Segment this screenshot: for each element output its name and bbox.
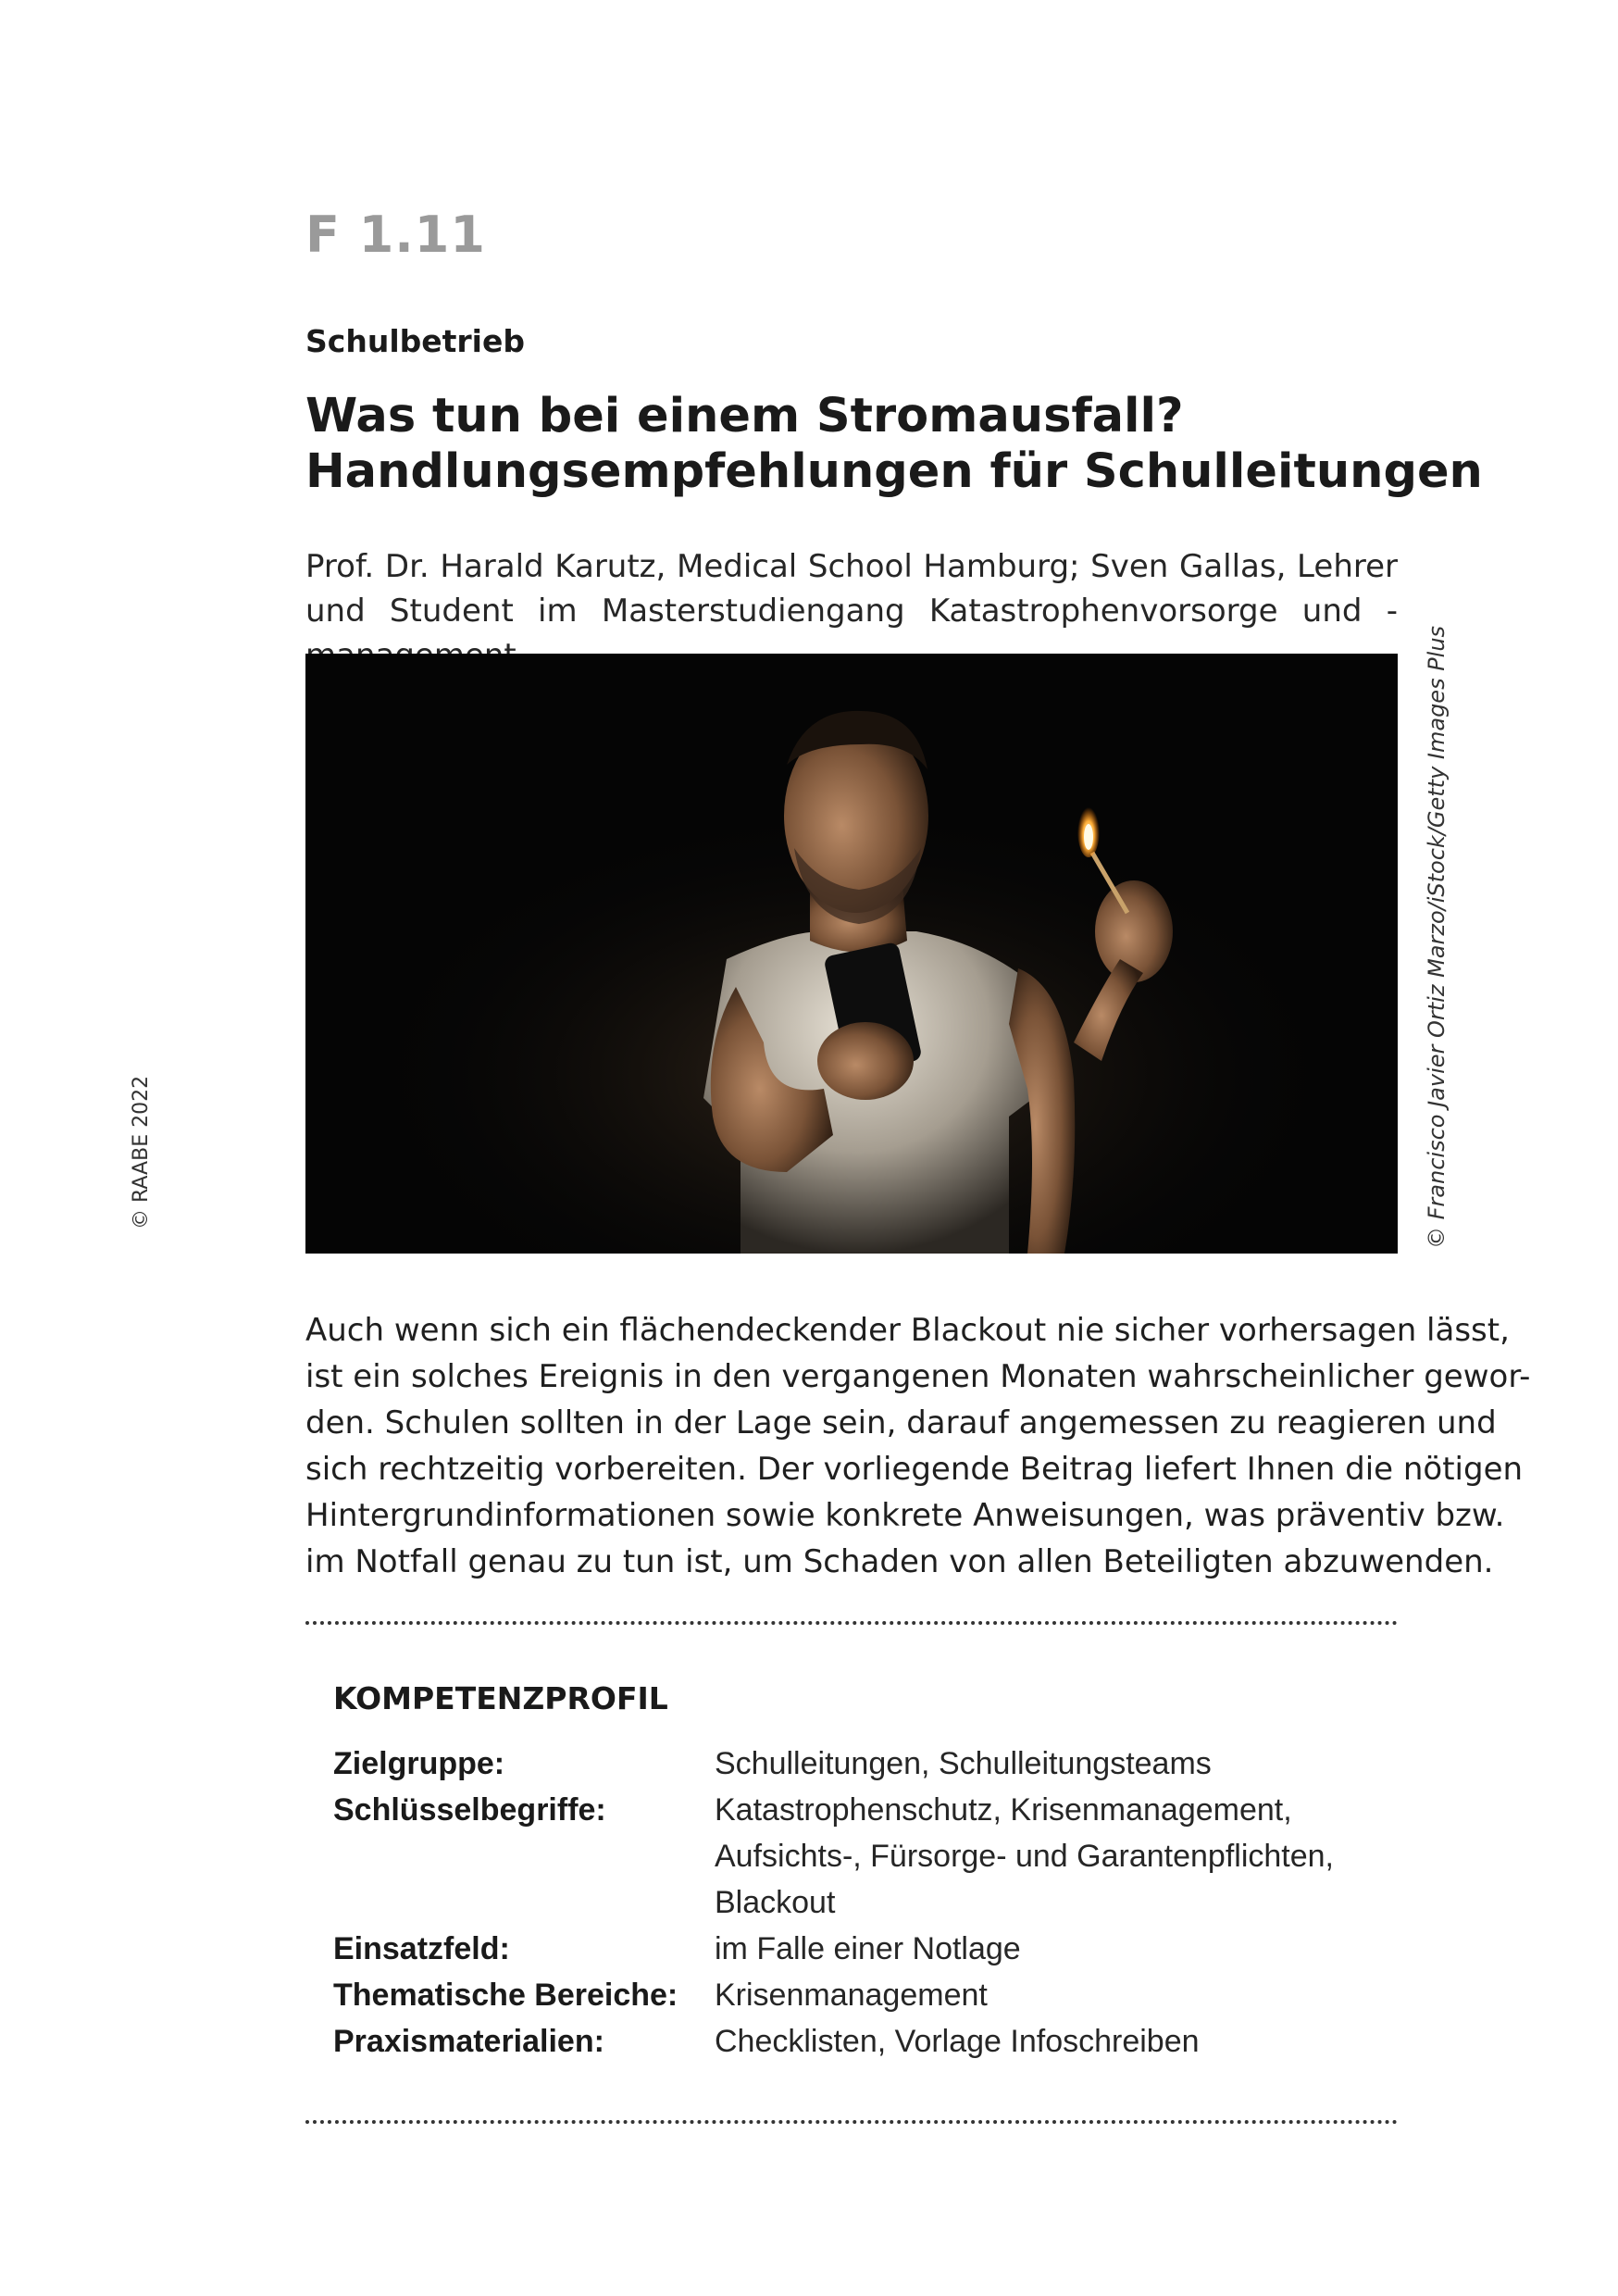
profile-value-line: im Falle einer Notlage: [715, 1931, 1021, 1966]
intro-line: im Notfall genau zu tun ist, um Schaden von allen Beteiligten abzuwenden.: [305, 1543, 1494, 1580]
title-line: Was tun bei einem Stromausfall?: [305, 389, 1184, 443]
intro-paragraph: [305, 1307, 1531, 1585]
photo-illustration: [305, 654, 1398, 1254]
section-label: Schulbetrieb: [305, 323, 525, 359]
profile-row: [333, 1787, 1398, 1926]
profile-value: [715, 1972, 988, 2018]
competence-profile: [333, 1741, 1398, 2065]
profile-row: [333, 1972, 1398, 2018]
intro-line: ist ein solches Ereignis in den vergangenen Monaten wahrscheinlicher gewor-: [305, 1358, 1531, 1395]
profile-label: Einsatzfeld:: [333, 1931, 510, 1966]
profile-value: [715, 1741, 1212, 1787]
title-line: Handlungsempfehlungen für Schulleitungen: [305, 444, 1483, 499]
profile-value-line: Checklisten, Vorlage Infoschreiben: [715, 2024, 1200, 2059]
intro-line: sich rechtzeitig vorbereiten. Der vorliegende Beitrag liefert Ihnen die nötigen: [305, 1451, 1524, 1488]
module-code: F 1.11: [305, 206, 486, 264]
profile-label: Thematische Bereiche:: [333, 1978, 678, 2013]
cover-photo: [305, 654, 1398, 1254]
profile-value-line: Blackout: [715, 1885, 836, 1920]
profile-heading: KOMPETENZPROFIL: [333, 1680, 668, 1716]
profile-value-line: Katastrophenschutz, Krisenmanagement,: [715, 1792, 1292, 1828]
profile-label: Schlüsselbegriffe:: [333, 1792, 606, 1828]
side-copyright: © RAABE 2022: [130, 1075, 153, 1229]
profile-value: [715, 1787, 1334, 1926]
dotted-divider-bottom: [305, 2120, 1398, 2124]
profile-value-line: Schulleitungen, Schulleitungsteams: [715, 1746, 1212, 1781]
profile-value-line: Krisenmanagement: [715, 1978, 988, 2013]
intro-line: den. Schulen sollten in der Lage sein, darauf angemessen zu reagieren und: [305, 1404, 1497, 1441]
photo-credit: © Francisco Javier Ortiz Marzo/iStock/Getty Images Plus: [1424, 625, 1450, 1249]
profile-row: [333, 2018, 1398, 2065]
dotted-divider-top: [305, 1621, 1398, 1625]
profile-value: [715, 2018, 1200, 2065]
profile-value: [715, 1926, 1021, 1972]
profile-row: [333, 1741, 1398, 1787]
intro-line: Hintergrundinformationen sowie konkrete Anweisungen, was präventiv bzw.: [305, 1497, 1505, 1534]
intro-line: Auch wenn sich ein flächendeckender Blackout nie sicher vorhersagen lässt,: [305, 1312, 1510, 1349]
profile-row: [333, 1926, 1398, 1972]
profile-label: Zielgruppe:: [333, 1746, 505, 1781]
page-title: [305, 389, 1483, 500]
authors-text: Prof. Dr. Harald Karutz, Medical School Hamburg; Sven Gallas, Lehrer und Student im Masterstudiengang Katastrophenvorsorge und -: [305, 548, 1398, 630]
profile-label: Praxismaterialien:: [333, 2024, 604, 2059]
profile-value-line: Aufsichts-, Fürsorge- und Garantenpflichten,: [715, 1839, 1334, 1874]
